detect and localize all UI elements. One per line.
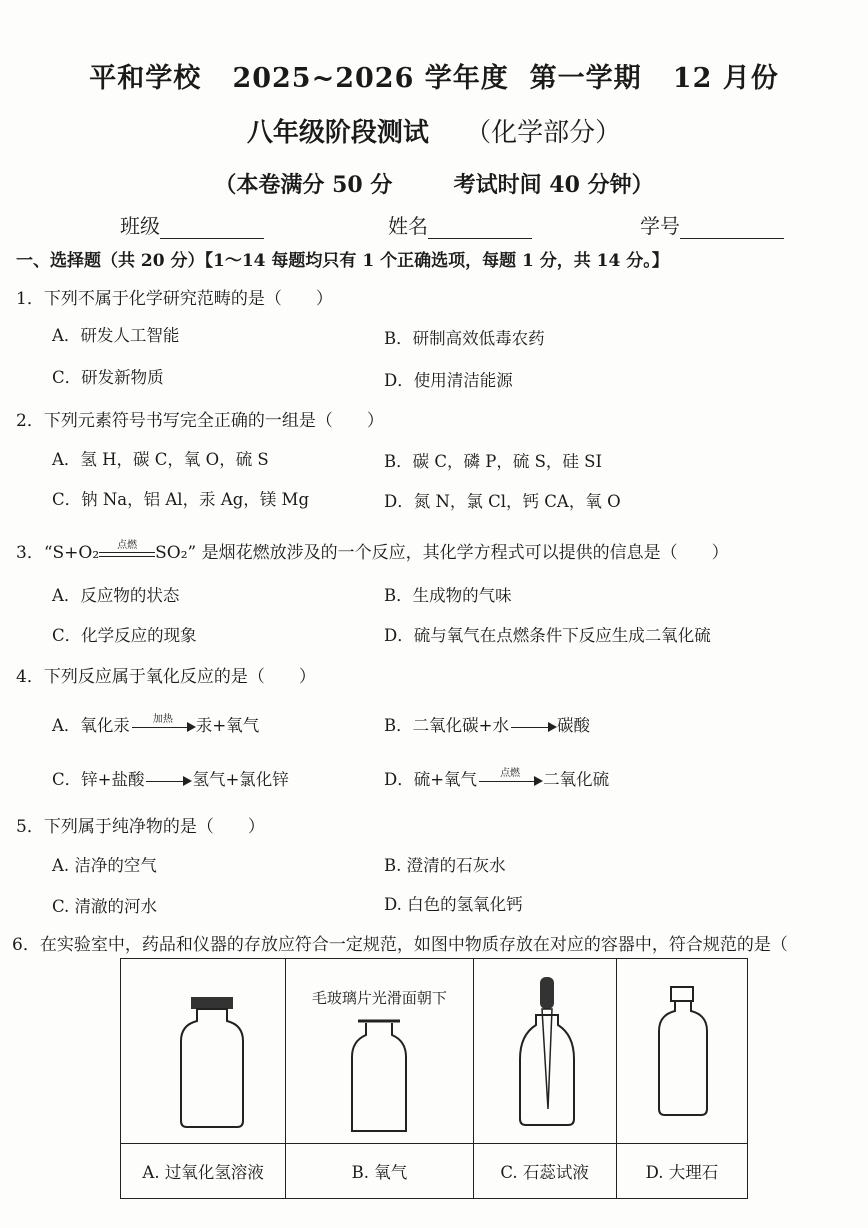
- exam-title-line1: [0, 56, 868, 95]
- question-5-stem: 5．下列属于纯净物的是（ ）: [16, 817, 265, 837]
- cell-c-image: [473, 959, 616, 1144]
- cell-a-image: [121, 959, 286, 1144]
- q5-option-b[interactable]: B. 澄清的石灰水: [384, 856, 506, 875]
- glass-plate-note: 毛玻璃片光滑面朝下: [311, 989, 447, 1007]
- q1-option-b[interactable]: B．研制高效低毒农药: [384, 329, 545, 348]
- question-6-stem: 6．在实验室中，药品和仪器的存放应符合一定规范，如图中物质存放在对应的容器中，符合规范的是（: [12, 935, 788, 955]
- reaction-arrow: [146, 772, 190, 790]
- test-name: 八年级阶段测试: [246, 118, 429, 148]
- q3-option-c[interactable]: C．化学反应的现象: [52, 626, 197, 645]
- name-field[interactable]: 姓名: [388, 210, 532, 239]
- exam-title-line3: [0, 168, 868, 199]
- q3-option-a[interactable]: A．反应物的状态: [52, 586, 180, 605]
- gas-collecting-bottle-icon: [286, 1009, 472, 1139]
- exam-time: 考试时间 40 分钟）: [453, 172, 654, 198]
- cell-d-image: [616, 959, 747, 1144]
- label-d[interactable]: D. 大理石: [616, 1144, 747, 1199]
- q4-option-d[interactable]: D．硫+氧气 点燃 二氧化硫: [384, 767, 610, 789]
- term: 第一学期: [529, 63, 642, 94]
- q1-option-a[interactable]: A．研发人工智能: [52, 326, 180, 345]
- q3-option-b[interactable]: B．生成物的气味: [384, 586, 512, 605]
- storage-table: [120, 958, 748, 1199]
- narrow-mouth-stoppered-bottle-icon: [617, 959, 747, 1139]
- label-c[interactable]: C. 石蕊试液: [473, 1144, 616, 1199]
- q4-option-b[interactable]: B．二氧化碳+水 碳酸: [384, 716, 590, 735]
- q1-option-c[interactable]: C．研发新物质: [52, 368, 164, 387]
- school-year: 2025~2026 学年度: [232, 63, 509, 94]
- q2-option-b[interactable]: B．碳 C，磷 P，硫 S，硅 SI: [384, 452, 602, 471]
- subject: （化学部分）: [465, 118, 622, 148]
- q1-option-d[interactable]: D．使用清洁能源: [384, 371, 513, 390]
- q4-option-c[interactable]: C．锌+盐酸 氢气+氯化锌: [52, 770, 289, 789]
- school-name: 平和学校: [89, 63, 202, 94]
- question-2-stem: 2．下列元素符号书写完全正确的一组是（ ）: [16, 411, 384, 431]
- student-id-field[interactable]: 学号: [640, 210, 784, 239]
- label-b[interactable]: B. 氧气: [286, 1144, 473, 1199]
- exam-title-line2: [0, 112, 868, 149]
- month: 12 月份: [672, 63, 779, 94]
- question-4-stem: 4．下列反应属于氧化反应的是（ ）: [16, 667, 316, 687]
- q5-option-a[interactable]: A. 洁净的空气: [52, 856, 157, 875]
- q2-option-a[interactable]: A．氢 H，碳 C，氧 O，硫 S: [52, 450, 269, 469]
- label-a[interactable]: A. 过氧化氢溶液: [121, 1144, 286, 1199]
- cell-b-image: [286, 959, 473, 1144]
- q2-option-c[interactable]: C．钠 Na，铝 Al，汞 Ag，镁 Mg: [52, 490, 310, 509]
- q5-option-c[interactable]: C. 清澈的河水: [52, 897, 158, 916]
- question-1-stem: 1．下列不属于化学研究范畴的是（ ）: [16, 289, 333, 309]
- reaction-arrow: 加热: [132, 718, 194, 736]
- q5-option-d[interactable]: D. 白色的氢氧化钙: [384, 895, 523, 914]
- full-score: （本卷满分 50 分: [214, 172, 393, 198]
- dropper-bottle-icon: [474, 959, 616, 1139]
- q4-option-a[interactable]: A．氧化汞 加热 汞+氧气: [52, 713, 260, 735]
- reaction-arrow: 点燃: [479, 772, 541, 790]
- q3-option-d[interactable]: D．硫与氧气在点燃条件下反应生成二氧化硫: [384, 626, 711, 645]
- narrow-mouth-bottle-icon: [121, 959, 285, 1139]
- class-field[interactable]: 班级: [120, 210, 264, 239]
- question-3-stem: 3．“S+O₂ 点燃 SO₂” 是烟花燃放涉及的一个反应，其化学方程式可以提供的信息是（ ）: [16, 539, 729, 563]
- section-heading: 一、选择题（共 20 分）【1～14 每题均只有 1 个正确选项，每题 1 分，共 14 分。】: [16, 251, 669, 271]
- reaction-arrow: [511, 718, 555, 736]
- equals-sign: 点燃: [99, 545, 155, 563]
- q2-option-d[interactable]: D．氮 N，氯 Cl，钙 CA，氧 O: [384, 492, 621, 511]
